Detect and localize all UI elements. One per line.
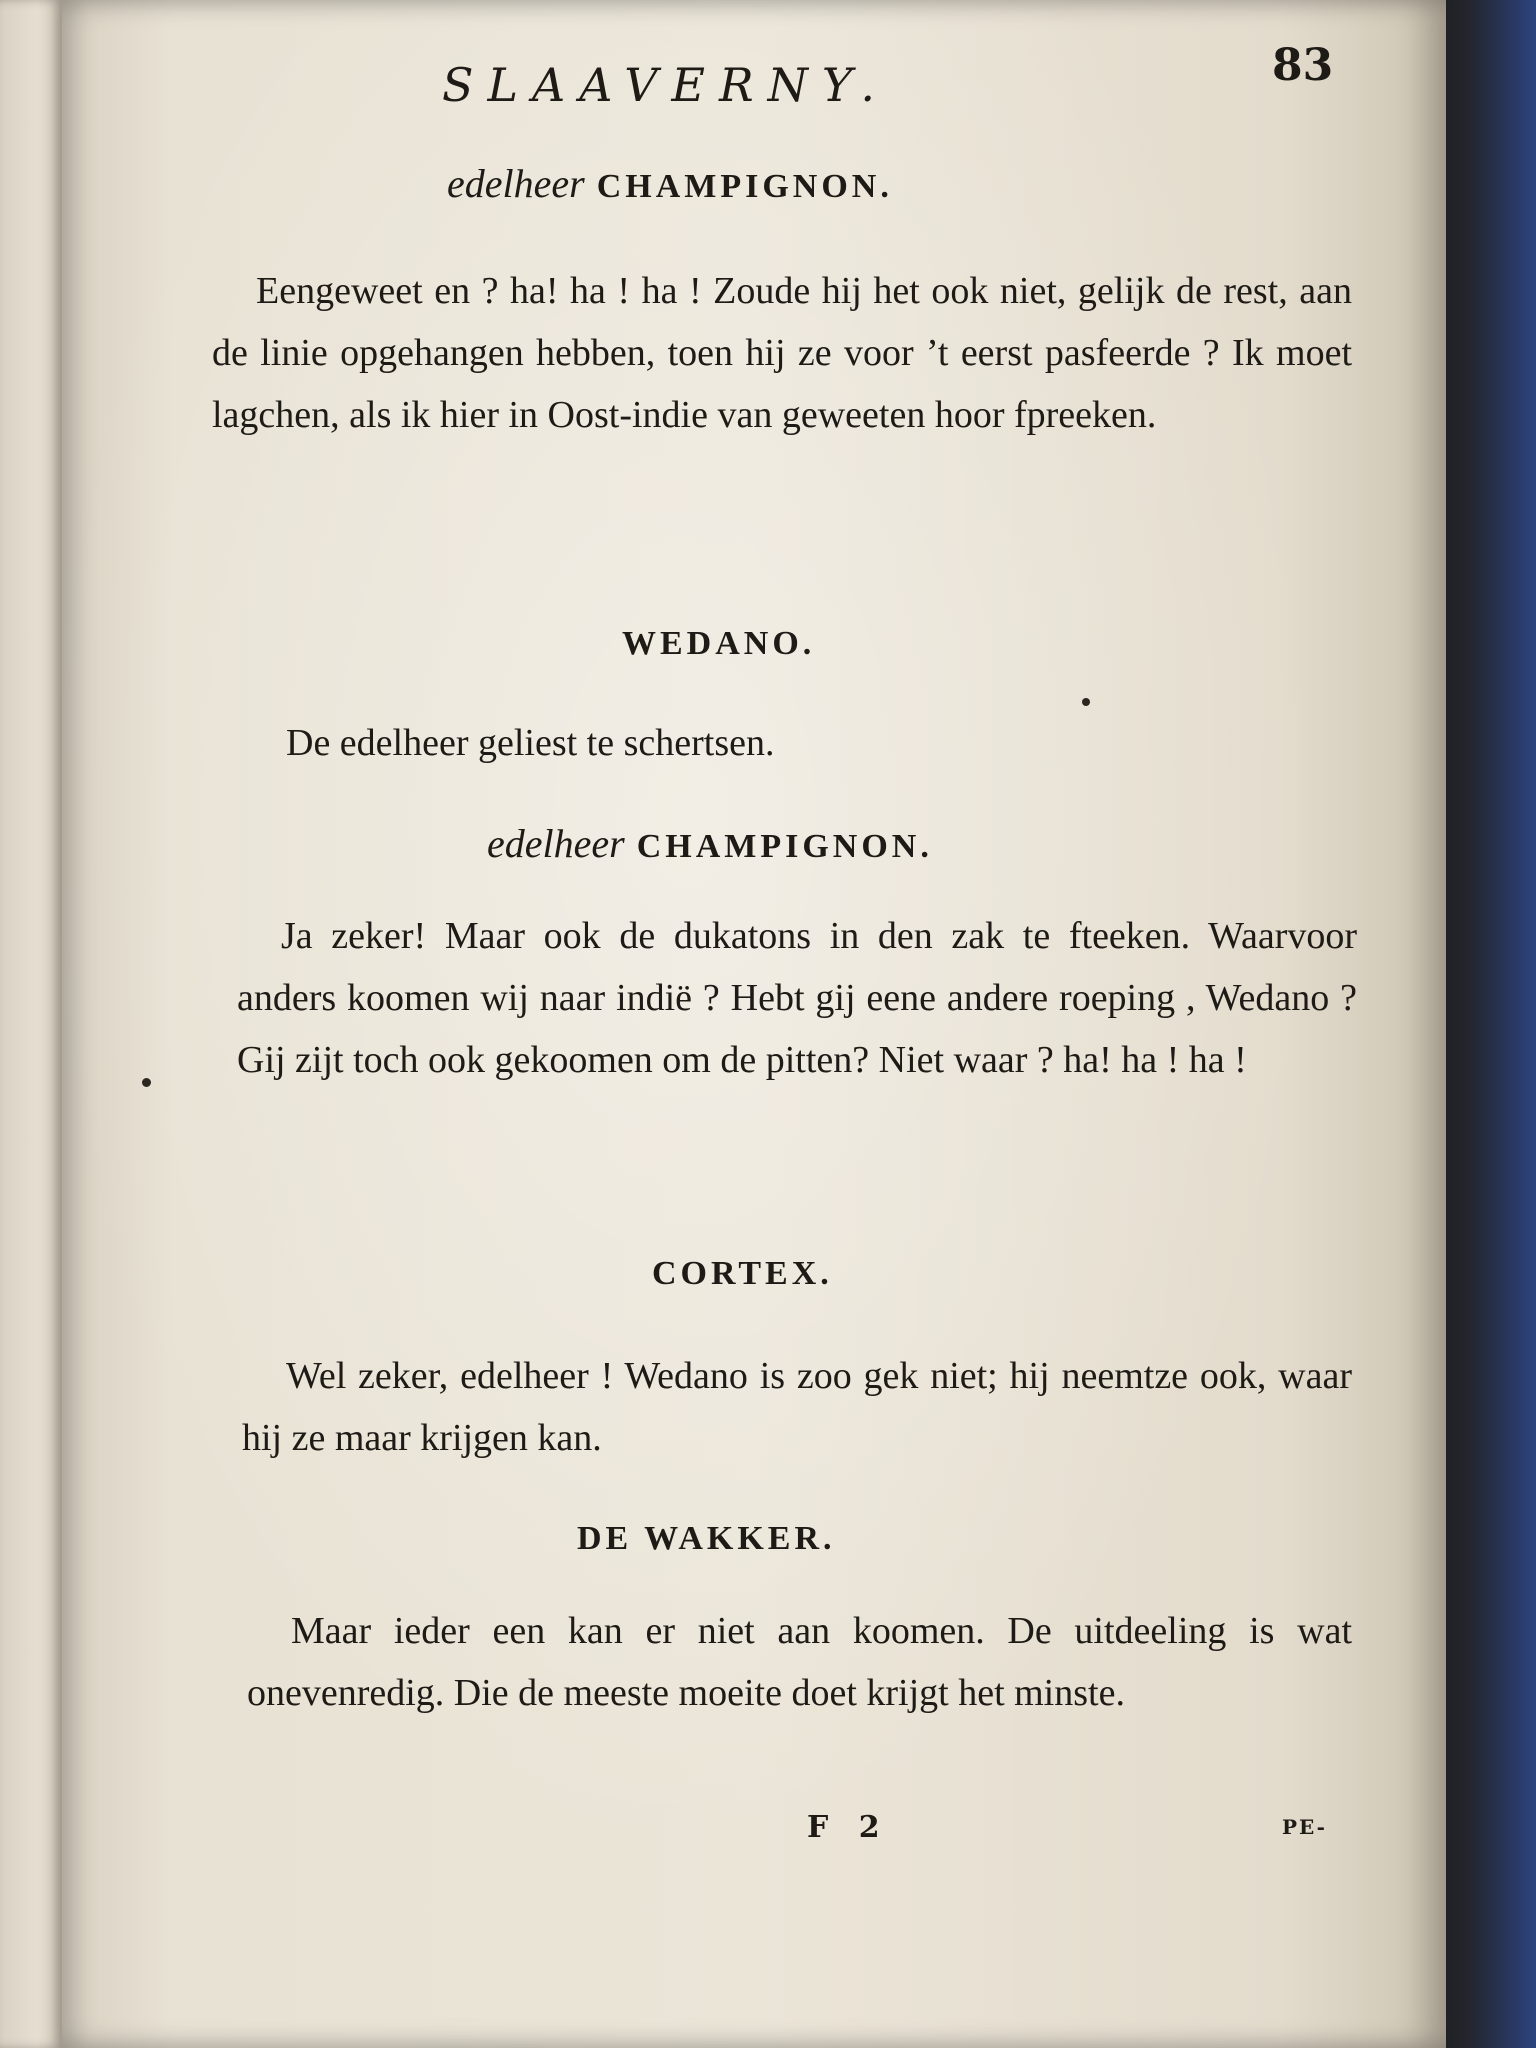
speaker-title: edelheer [487, 821, 625, 866]
ink-spot [142, 1078, 151, 1087]
facing-page-edge [0, 0, 62, 2048]
dialogue-text: De edelheer geliest te schertsen. [286, 722, 775, 764]
signature-mark: F 2 [807, 1810, 890, 1845]
speaker-name: WEDANO. [622, 625, 816, 662]
book-page [62, 0, 1446, 2048]
dialogue-text: Maar ieder een kan er niet aan koomen. De uitdeeling is wat onevenredig. Die de meeste moeite doet krijgt het minste. [247, 1610, 1352, 1714]
speaker-heading [577, 1520, 836, 1558]
dialogue-text: Ja zeker! Maar ook de dukatons in den zak te fteeken. Waarvoor anders koomen wij naar indië ? Hebt gij eene andere roeping , Wedano ? Gij zijt toch ook gekoomen om de pitten? Niet waar ? ha! ha ! ha ! [237, 915, 1357, 1081]
dialogue-paragraph [242, 1345, 1352, 1469]
ink-spot [1082, 698, 1090, 706]
speaker-heading [622, 625, 815, 663]
dialogue-text: Wel zeker, edelheer ! Wedano is zoo gek niet; hij neemtze ook, waar hij ze maar krijgen kan. [242, 1355, 1352, 1459]
speaker-name: CORTEX. [652, 1255, 833, 1292]
speaker-name: CHAMPIGNON. [636, 828, 933, 865]
dialogue-text: Eengeweet en ? ha! ha ! ha ! Zoude hij het ook niet, gelijk de rest, aan de linie opgehangen hebben, toen hij ze voor ’t eerst pasfeerde ? Ik moet lagchen, als ik hier in Oost-indie van geweeten hoor fpreeken. [212, 270, 1352, 436]
speaker-heading [487, 820, 933, 867]
dialogue-paragraph [247, 1600, 1352, 1724]
speaker-heading [447, 160, 893, 207]
dialogue-paragraph [212, 260, 1352, 446]
dialogue-paragraph [242, 712, 1352, 774]
dialogue-paragraph [237, 905, 1357, 1091]
speaker-name: CHAMPIGNON. [596, 168, 893, 205]
speaker-heading [652, 1255, 833, 1293]
speaker-name: DE WAKKER. [577, 1520, 836, 1557]
page-number: 83 [1272, 40, 1334, 91]
running-head: SLAAVERNY. [442, 58, 889, 112]
speaker-title: edelheer [447, 161, 585, 206]
catchword: PE- [1282, 1815, 1327, 1839]
